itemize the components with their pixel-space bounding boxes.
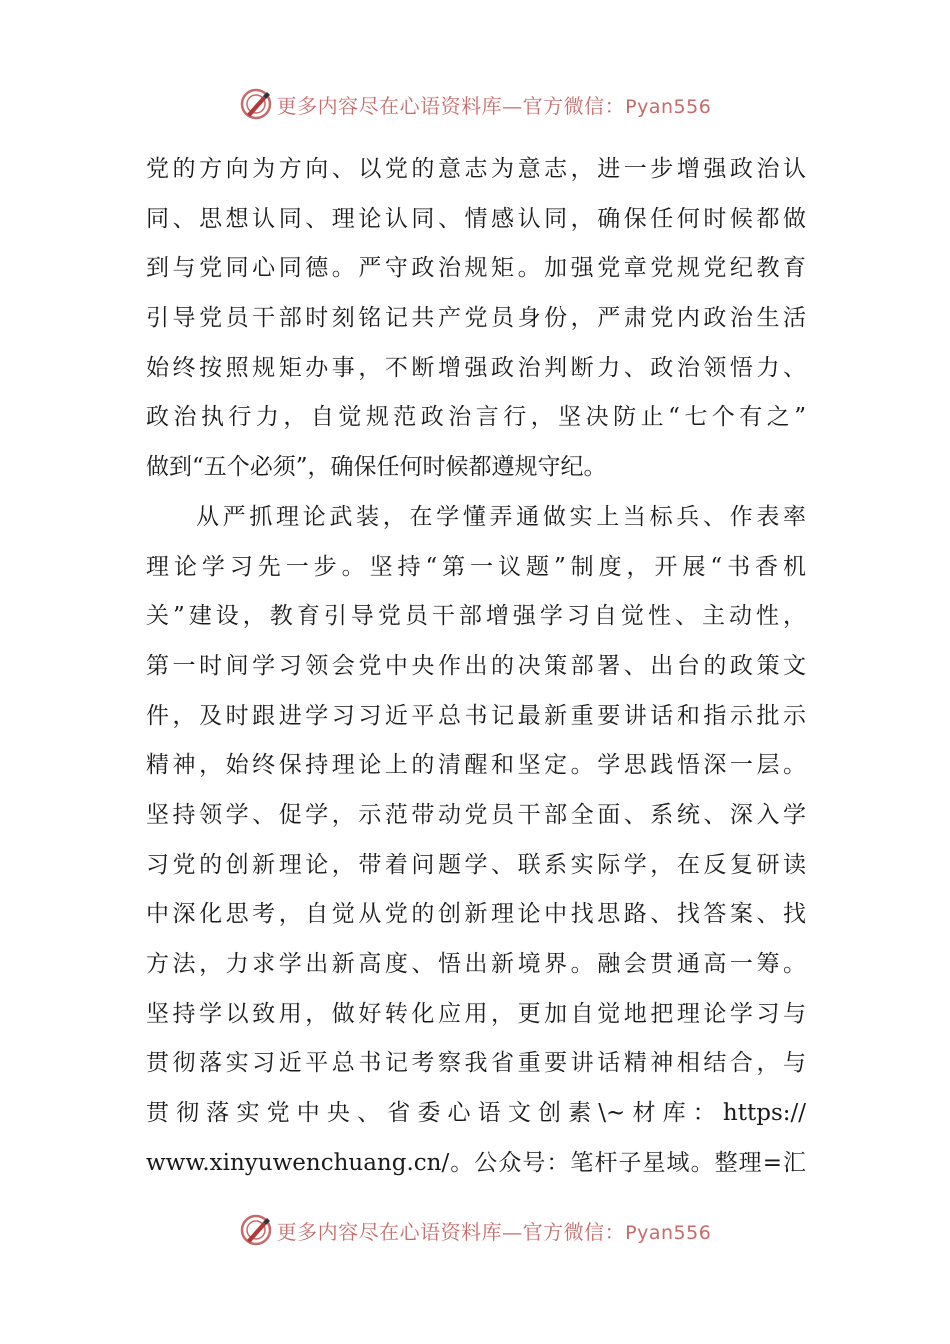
text-line: 贯彻落实党中央、省委心语文创素\~材库：https:// — [146, 1100, 806, 1127]
text-line: 坚持学以致用，做好转化应用，更加自觉地把理论学习与 — [146, 1000, 806, 1027]
text-line: 从严抓理论武装，在学懂弄通做实上当标兵、作表率 — [196, 503, 806, 530]
wechat-id: Pyan556 — [625, 1221, 712, 1244]
wechat-id: Pyan556 — [625, 95, 712, 118]
header-watermark — [0, 82, 950, 126]
text-line: 到与党同心同德。严守政治规矩。加强党章党规党纪教育 — [146, 255, 806, 282]
text-line: 方法，力求学出新高度、悟出新境界。融会贯通高一筹。 — [146, 951, 806, 977]
pen-logo-icon — [239, 87, 273, 121]
pen-logo-icon — [239, 1213, 273, 1247]
text-line: 第一时间学习领会党中央作出的决策部署、出台的政策文 — [146, 652, 806, 679]
text-line: 贯彻落实习近平总书记考察我省重要讲话精神相结合，与 — [146, 1050, 806, 1077]
text-line: 同、思想认同、理论认同、情感认同，确保任何时候都做 — [146, 205, 806, 232]
text-line: 政治执行力，自觉规范政治言行，坚决防止“七个有之” — [146, 404, 806, 431]
text-line: 精神，始终保持理论上的清醒和坚定。学思践悟深一层。 — [146, 752, 806, 779]
watermark-text: 更多内容尽在心语资料库—官方微信：Pyan556 — [276, 1219, 712, 1244]
document-body — [146, 145, 806, 1188]
text-line: 坚持领学、促学，示范带动党员干部全面、系统、深入学 — [146, 801, 806, 828]
text-line: www.xinyuwenchuang.cn/。公众号：笔杆子星域。整理=汇 — [146, 1149, 806, 1176]
watermark-text: 更多内容尽在心语资料库—官方微信：Pyan556 — [276, 93, 712, 118]
text-line: 中深化思考，自觉从党的创新理论中找思路、找答案、找 — [146, 901, 806, 928]
text-line: 关”建设，教育引导党员干部增强学习自觉性、主动性， — [146, 603, 806, 630]
text-line: 引导党员干部时刻铭记共产党员身份，严肃党内政治生活 — [146, 305, 806, 332]
text-line: 习党的创新理论，带着问题学、联系实际学，在反复研读 — [146, 851, 806, 878]
text-line: 始终按照规矩办事，不断增强政治判断力、政治领悟力、 — [146, 354, 806, 381]
text-line: 件，及时跟进学习习近平总书记最新重要讲话和指示批示 — [146, 702, 806, 729]
text-line: 做到“五个必须”，确保任何时候都遵规守纪。 — [146, 454, 607, 481]
text-line: 党的方向为方向、以党的意志为意志，进一步增强政治认 — [146, 156, 806, 182]
text-line: 理论学习先一步。坚持“第一议题”制度，开展“书香机 — [146, 553, 806, 580]
footer-watermark — [0, 1208, 950, 1252]
